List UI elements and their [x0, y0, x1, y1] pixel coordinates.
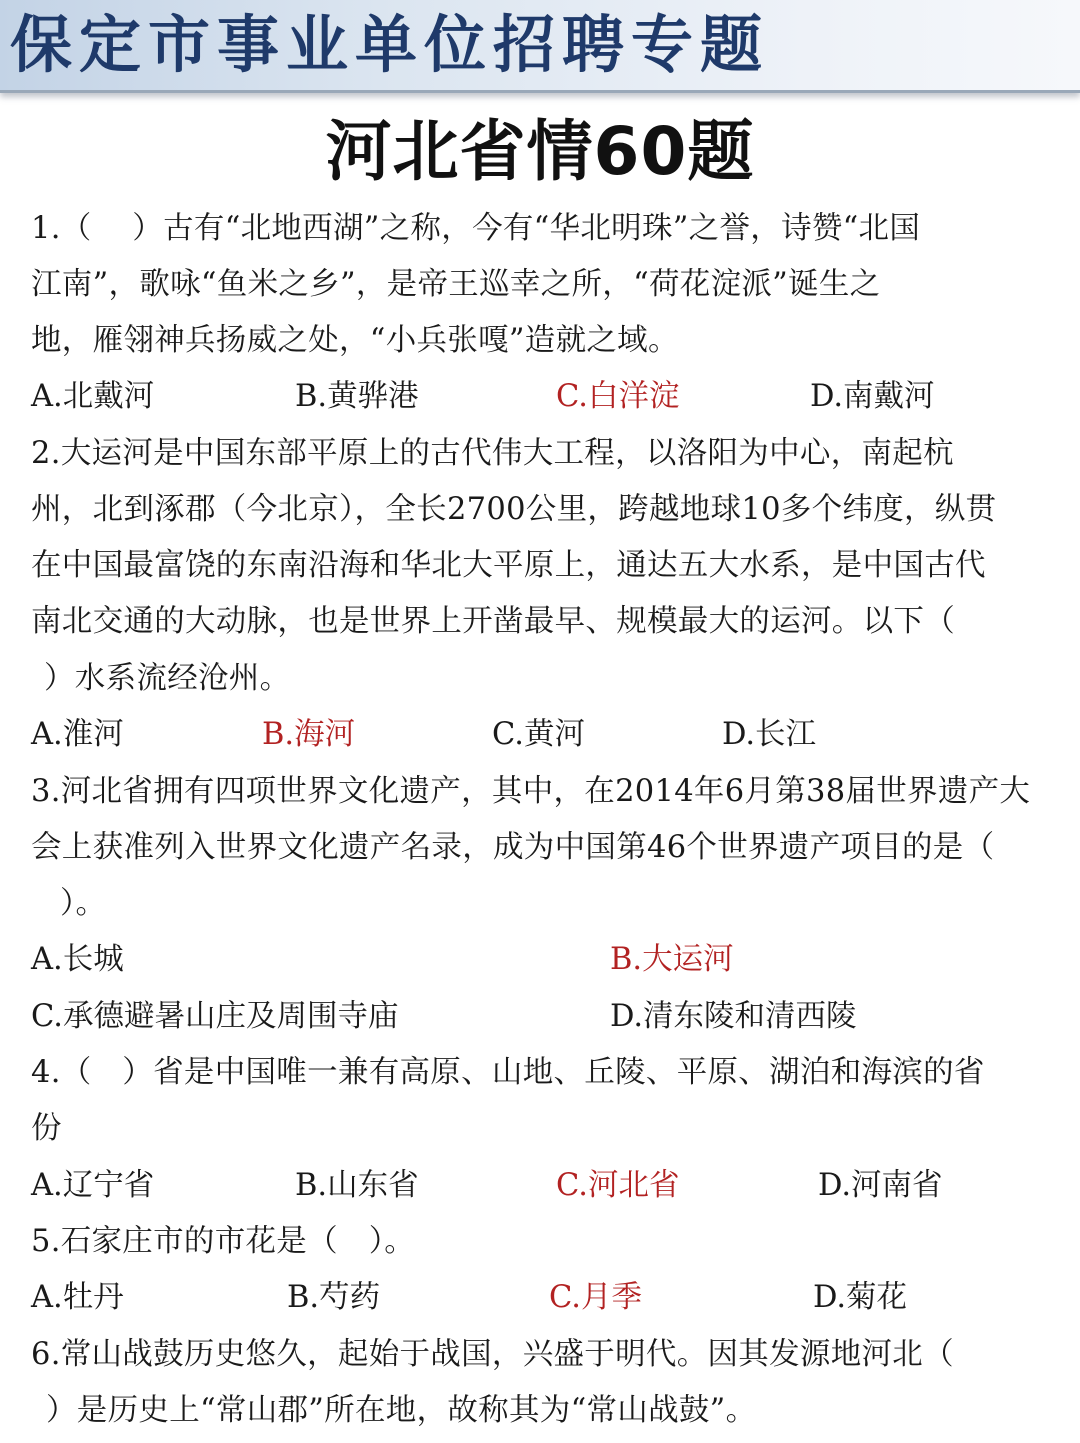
- q3-line-2: 会上获准列入世界文化遗产名录，成为中国第46个世界遗产项目的是（: [31, 830, 995, 865]
- q5-option-c-answer: C.月季: [549, 1280, 642, 1315]
- q4-option-b: B.山东省: [295, 1168, 419, 1203]
- q4-line-1: 4.（ ）省是中国唯一兼有高原、山地、丘陵、平原、湖泊和海滨的省: [31, 1055, 985, 1090]
- q2-line-4: 南北交通的大动脉，也是世界上开凿最早、规模最大的运河。以下（: [31, 604, 955, 639]
- q1-option-d: D.南戴河: [810, 379, 935, 414]
- q2-option-a: A.淮河: [31, 717, 124, 752]
- q1-option-b: B.黄骅港: [295, 379, 419, 414]
- banner-title: 保定市事业单位招聘专题: [10, 8, 770, 81]
- q6-line-2: ）是历史上“常山郡”所在地，故称其为“常山战鼓”。: [46, 1393, 757, 1428]
- q4-line-2: 份: [31, 1111, 62, 1146]
- q2-line-2: 州，北到涿郡（今北京），全长2700公里，跨越地球10多个纬度，纵贯: [31, 492, 997, 527]
- q3-option-a: A.长城: [31, 942, 124, 977]
- document-title: 河北省情60题: [325, 113, 755, 190]
- q1-line-2: 江南”，歌咏“鱼米之乡”，是帝王巡幸之所，“荷花淀派”诞生之: [31, 267, 881, 302]
- q5-option-d: D.菊花: [813, 1280, 908, 1315]
- q3-line-1: 3.河北省拥有四项世界文化遗产，其中，在2014年6月第38届世界遗产大: [31, 774, 1031, 809]
- q3-option-c: C.承德避暑山庄及周围寺庙: [31, 999, 399, 1034]
- q3-line-3: ）。: [60, 886, 107, 921]
- q1-option-c-answer: C.白洋淀: [556, 379, 680, 414]
- q5-line-1: 5.石家庄市的市花是（ ）。: [31, 1224, 416, 1259]
- q4-option-a: A.辽宁省: [31, 1168, 155, 1203]
- q2-line-5: ）水系流经沧州。: [44, 661, 291, 696]
- q5-option-a: A.牡丹: [31, 1280, 124, 1315]
- q3-option-b-answer: B.大运河: [610, 942, 734, 977]
- q5-option-b: B.芍药: [287, 1280, 381, 1315]
- q2-line-3: 在中国最富饶的东南沿海和华北大平原上，通达五大水系，是中国古代: [31, 548, 986, 583]
- q2-option-d: D.长江: [722, 717, 817, 752]
- q4-option-c-answer: C.河北省: [556, 1168, 680, 1203]
- q2-option-c: C.黄河: [492, 717, 585, 752]
- q2-option-b-answer: B.海河: [262, 717, 356, 752]
- q3-option-d: D.清东陵和清西陵: [610, 999, 857, 1034]
- q4-option-d: D.河南省: [818, 1168, 943, 1203]
- q1-line-3: 地，雁翎神兵扬威之处，“小兵张嘎”造就之域。: [31, 323, 679, 358]
- q2-line-1: 2.大运河是中国东部平原上的古代伟大工程，以洛阳为中心，南起杭: [31, 436, 954, 471]
- q1-line-1: 1.（ ）古有“北地西湖”之称，今有“华北明珠”之誉，诗赞“北国: [31, 211, 921, 246]
- header-banner: [0, 0, 1080, 93]
- q6-line-1: 6.常山战鼓历史悠久，起始于战国，兴盛于明代。因其发源地河北（: [31, 1337, 954, 1372]
- q1-option-a: A.北戴河: [31, 379, 155, 414]
